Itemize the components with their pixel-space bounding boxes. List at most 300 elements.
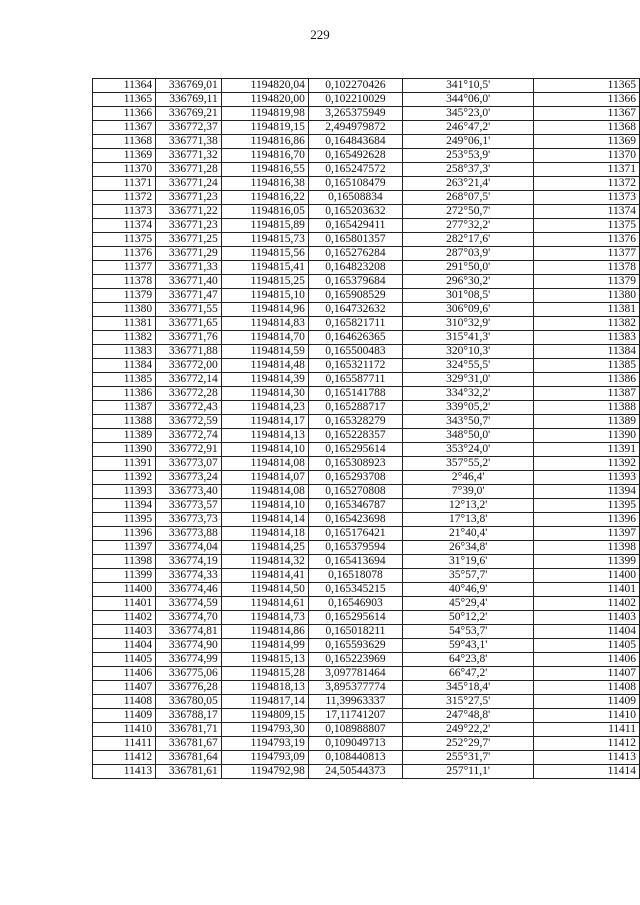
point-to-cell: 11397 xyxy=(534,527,640,541)
point-to-cell: 11404 xyxy=(534,625,640,639)
table-row xyxy=(93,163,640,177)
table-row xyxy=(93,681,640,695)
point-from-cell: 11379 xyxy=(93,289,156,303)
point-from-cell: 11399 xyxy=(93,569,156,583)
direction-angle-cell: 272°50,7' xyxy=(402,205,533,219)
table-row xyxy=(93,527,640,541)
y-coordinate-cell: 1194820,00 xyxy=(221,93,308,107)
direction-angle-cell: 17°13,8' xyxy=(402,513,533,527)
y-coordinate-cell: 1194816,55 xyxy=(221,163,308,177)
direction-angle-cell: 296°30,2' xyxy=(402,275,533,289)
y-coordinate-cell: 1194815,13 xyxy=(221,653,308,667)
point-from-cell: 11376 xyxy=(93,247,156,261)
coordinates-table xyxy=(92,78,640,779)
y-coordinate-cell: 1194815,73 xyxy=(221,233,308,247)
table-row xyxy=(93,625,640,639)
x-coordinate-cell: 336771,38 xyxy=(156,135,222,149)
x-coordinate-cell: 336772,43 xyxy=(156,401,222,415)
x-coordinate-cell: 336772,28 xyxy=(156,387,222,401)
direction-angle-cell: 301°08,5' xyxy=(402,289,533,303)
x-coordinate-cell: 336772,37 xyxy=(156,121,222,135)
point-to-cell: 11365 xyxy=(534,79,640,93)
table-row xyxy=(93,639,640,653)
direction-angle-cell: 21°40,4' xyxy=(402,527,533,541)
x-coordinate-cell: 336771,24 xyxy=(156,177,222,191)
point-to-cell: 11409 xyxy=(534,695,640,709)
direction-angle-cell: 348°50,0' xyxy=(402,429,533,443)
segment-length-cell: 11,39963337 xyxy=(308,695,402,709)
x-coordinate-cell: 336774,59 xyxy=(156,597,222,611)
segment-length-cell: 3,895377774 xyxy=(308,681,402,695)
y-coordinate-cell: 1194793,30 xyxy=(221,723,308,737)
segment-length-cell: 2,494979872 xyxy=(308,121,402,135)
y-coordinate-cell: 1194815,41 xyxy=(221,261,308,275)
segment-length-cell: 0,165228357 xyxy=(308,429,402,443)
direction-angle-cell: 291°50,0' xyxy=(402,261,533,275)
y-coordinate-cell: 1194814,59 xyxy=(221,345,308,359)
y-coordinate-cell: 1194814,25 xyxy=(221,541,308,555)
point-from-cell: 11411 xyxy=(93,737,156,751)
point-from-cell: 11412 xyxy=(93,751,156,765)
y-coordinate-cell: 1194815,56 xyxy=(221,247,308,261)
direction-angle-cell: 334°32,2' xyxy=(402,387,533,401)
y-coordinate-cell: 1194816,70 xyxy=(221,149,308,163)
segment-length-cell: 0,165500483 xyxy=(308,345,402,359)
direction-angle-cell: 35°57,7' xyxy=(402,569,533,583)
table-row xyxy=(93,471,640,485)
table-row xyxy=(93,569,640,583)
point-from-cell: 11364 xyxy=(93,79,156,93)
table-row xyxy=(93,233,640,247)
point-to-cell: 11394 xyxy=(534,485,640,499)
x-coordinate-cell: 336772,59 xyxy=(156,415,222,429)
point-from-cell: 11401 xyxy=(93,597,156,611)
direction-angle-cell: 315°41,3' xyxy=(402,331,533,345)
x-coordinate-cell: 336771,22 xyxy=(156,205,222,219)
point-to-cell: 11392 xyxy=(534,457,640,471)
y-coordinate-cell: 1194814,18 xyxy=(221,527,308,541)
segment-length-cell: 0,102270426 xyxy=(308,79,402,93)
point-to-cell: 11412 xyxy=(534,737,640,751)
y-coordinate-cell: 1194814,08 xyxy=(221,485,308,499)
direction-angle-cell: 282°17,6' xyxy=(402,233,533,247)
segment-length-cell: 0,164843684 xyxy=(308,135,402,149)
point-from-cell: 11368 xyxy=(93,135,156,149)
y-coordinate-cell: 1194815,28 xyxy=(221,667,308,681)
point-from-cell: 11405 xyxy=(93,653,156,667)
table-row xyxy=(93,275,640,289)
point-to-cell: 11400 xyxy=(534,569,640,583)
x-coordinate-cell: 336771,76 xyxy=(156,331,222,345)
point-to-cell: 11378 xyxy=(534,261,640,275)
table-row xyxy=(93,555,640,569)
table-row xyxy=(93,723,640,737)
x-coordinate-cell: 336769,11 xyxy=(156,93,222,107)
point-from-cell: 11366 xyxy=(93,107,156,121)
point-from-cell: 11413 xyxy=(93,765,156,779)
x-coordinate-cell: 336774,46 xyxy=(156,583,222,597)
point-from-cell: 11410 xyxy=(93,723,156,737)
x-coordinate-cell: 336773,40 xyxy=(156,485,222,499)
x-coordinate-cell: 336773,57 xyxy=(156,499,222,513)
point-to-cell: 11387 xyxy=(534,387,640,401)
y-coordinate-cell: 1194814,23 xyxy=(221,401,308,415)
y-coordinate-cell: 1194814,70 xyxy=(221,331,308,345)
y-coordinate-cell: 1194815,10 xyxy=(221,289,308,303)
direction-angle-cell: 255°31,7' xyxy=(402,751,533,765)
direction-angle-cell: 353°24,0' xyxy=(402,443,533,457)
table-row xyxy=(93,289,640,303)
segment-length-cell: 0,16508834 xyxy=(308,191,402,205)
segment-length-cell: 17,11741207 xyxy=(308,709,402,723)
x-coordinate-cell: 336776,28 xyxy=(156,681,222,695)
table-row xyxy=(93,751,640,765)
direction-angle-cell: 310°32,9' xyxy=(402,317,533,331)
direction-angle-cell: 357°55,2' xyxy=(402,457,533,471)
y-coordinate-cell: 1194814,07 xyxy=(221,471,308,485)
table-row xyxy=(93,135,640,149)
point-to-cell: 11374 xyxy=(534,205,640,219)
segment-length-cell: 0,165295614 xyxy=(308,443,402,457)
table-row xyxy=(93,457,640,471)
point-from-cell: 11404 xyxy=(93,639,156,653)
point-from-cell: 11398 xyxy=(93,555,156,569)
y-coordinate-cell: 1194815,25 xyxy=(221,275,308,289)
point-to-cell: 11366 xyxy=(534,93,640,107)
x-coordinate-cell: 336774,81 xyxy=(156,625,222,639)
point-to-cell: 11367 xyxy=(534,107,640,121)
point-from-cell: 11371 xyxy=(93,177,156,191)
point-to-cell: 11406 xyxy=(534,653,640,667)
table-row xyxy=(93,513,640,527)
segment-length-cell: 0,165429411 xyxy=(308,219,402,233)
point-to-cell: 11390 xyxy=(534,429,640,443)
table-row xyxy=(93,359,640,373)
direction-angle-cell: 31°19,6' xyxy=(402,555,533,569)
segment-length-cell: 0,16518078 xyxy=(308,569,402,583)
segment-length-cell: 0,164823208 xyxy=(308,261,402,275)
segment-length-cell: 0,165587711 xyxy=(308,373,402,387)
x-coordinate-cell: 336771,47 xyxy=(156,289,222,303)
x-coordinate-cell: 336771,65 xyxy=(156,317,222,331)
point-from-cell: 11367 xyxy=(93,121,156,135)
x-coordinate-cell: 336774,90 xyxy=(156,639,222,653)
table-row xyxy=(93,583,640,597)
point-to-cell: 11379 xyxy=(534,275,640,289)
point-from-cell: 11389 xyxy=(93,429,156,443)
direction-angle-cell: 50°12,2' xyxy=(402,611,533,625)
segment-length-cell: 0,165223969 xyxy=(308,653,402,667)
point-from-cell: 11370 xyxy=(93,163,156,177)
x-coordinate-cell: 336771,23 xyxy=(156,191,222,205)
segment-length-cell: 0,165203632 xyxy=(308,205,402,219)
direction-angle-cell: 345°18,4' xyxy=(402,681,533,695)
y-coordinate-cell: 1194818,13 xyxy=(221,681,308,695)
x-coordinate-cell: 336773,88 xyxy=(156,527,222,541)
table-row xyxy=(93,387,640,401)
direction-angle-cell: 268°07,5' xyxy=(402,191,533,205)
y-coordinate-cell: 1194814,50 xyxy=(221,583,308,597)
point-from-cell: 11374 xyxy=(93,219,156,233)
direction-angle-cell: 341°10,5' xyxy=(402,79,533,93)
point-from-cell: 11386 xyxy=(93,387,156,401)
segment-length-cell: 0,165141788 xyxy=(308,387,402,401)
point-to-cell: 11385 xyxy=(534,359,640,373)
y-coordinate-cell: 1194814,14 xyxy=(221,513,308,527)
direction-angle-cell: 64°23,8' xyxy=(402,653,533,667)
table-row xyxy=(93,93,640,107)
coordinates-table-body xyxy=(93,79,640,779)
direction-angle-cell: 249°22,2' xyxy=(402,723,533,737)
y-coordinate-cell: 1194814,61 xyxy=(221,597,308,611)
segment-length-cell: 0,165379684 xyxy=(308,275,402,289)
segment-length-cell: 0,165801357 xyxy=(308,233,402,247)
y-coordinate-cell: 1194814,86 xyxy=(221,625,308,639)
x-coordinate-cell: 336774,19 xyxy=(156,555,222,569)
x-coordinate-cell: 336771,23 xyxy=(156,219,222,233)
table-row xyxy=(93,303,640,317)
table-row xyxy=(93,79,640,93)
point-from-cell: 11409 xyxy=(93,709,156,723)
point-to-cell: 11383 xyxy=(534,331,640,345)
table-row xyxy=(93,709,640,723)
table-row xyxy=(93,261,640,275)
point-from-cell: 11369 xyxy=(93,149,156,163)
x-coordinate-cell: 336773,24 xyxy=(156,471,222,485)
x-coordinate-cell: 336774,04 xyxy=(156,541,222,555)
y-coordinate-cell: 1194814,99 xyxy=(221,639,308,653)
table-row xyxy=(93,401,640,415)
table-row xyxy=(93,121,640,135)
direction-angle-cell: 329°31,0' xyxy=(402,373,533,387)
segment-length-cell: 0,165108479 xyxy=(308,177,402,191)
x-coordinate-cell: 336774,70 xyxy=(156,611,222,625)
segment-length-cell: 0,108988807 xyxy=(308,723,402,737)
y-coordinate-cell: 1194814,30 xyxy=(221,387,308,401)
point-from-cell: 11387 xyxy=(93,401,156,415)
direction-angle-cell: 257°11,1' xyxy=(402,765,533,779)
point-to-cell: 11375 xyxy=(534,219,640,233)
y-coordinate-cell: 1194814,41 xyxy=(221,569,308,583)
segment-length-cell: 0,165593629 xyxy=(308,639,402,653)
table-row xyxy=(93,331,640,345)
segment-length-cell: 0,165413694 xyxy=(308,555,402,569)
table-row xyxy=(93,667,640,681)
point-from-cell: 11403 xyxy=(93,625,156,639)
point-from-cell: 11396 xyxy=(93,527,156,541)
x-coordinate-cell: 336773,07 xyxy=(156,457,222,471)
table-row xyxy=(93,177,640,191)
table-row xyxy=(93,443,640,457)
segment-length-cell: 0,165308923 xyxy=(308,457,402,471)
x-coordinate-cell: 336771,29 xyxy=(156,247,222,261)
segment-length-cell: 0,102210029 xyxy=(308,93,402,107)
direction-angle-cell: 320°10,3' xyxy=(402,345,533,359)
point-to-cell: 11389 xyxy=(534,415,640,429)
point-from-cell: 11384 xyxy=(93,359,156,373)
y-coordinate-cell: 1194816,86 xyxy=(221,135,308,149)
direction-angle-cell: 54°53,7' xyxy=(402,625,533,639)
direction-angle-cell: 253°53,9' xyxy=(402,149,533,163)
point-from-cell: 11392 xyxy=(93,471,156,485)
y-coordinate-cell: 1194814,10 xyxy=(221,443,308,457)
segment-length-cell: 0,165270808 xyxy=(308,485,402,499)
direction-angle-cell: 324°55,5' xyxy=(402,359,533,373)
point-from-cell: 11395 xyxy=(93,513,156,527)
segment-length-cell: 3,097781464 xyxy=(308,667,402,681)
table-row xyxy=(93,499,640,513)
segment-length-cell: 0,165328279 xyxy=(308,415,402,429)
point-from-cell: 11383 xyxy=(93,345,156,359)
segment-length-cell: 24,50544373 xyxy=(308,765,402,779)
table-row xyxy=(93,765,640,779)
table-row xyxy=(93,345,640,359)
segment-length-cell: 3,265375949 xyxy=(308,107,402,121)
point-to-cell: 11388 xyxy=(534,401,640,415)
y-coordinate-cell: 1194820,04 xyxy=(221,79,308,93)
y-coordinate-cell: 1194819,98 xyxy=(221,107,308,121)
table-row xyxy=(93,205,640,219)
segment-length-cell: 0,165321172 xyxy=(308,359,402,373)
y-coordinate-cell: 1194816,05 xyxy=(221,205,308,219)
direction-angle-cell: 40°46,9' xyxy=(402,583,533,597)
x-coordinate-cell: 336774,33 xyxy=(156,569,222,583)
point-from-cell: 11407 xyxy=(93,681,156,695)
x-coordinate-cell: 336772,91 xyxy=(156,443,222,457)
point-from-cell: 11372 xyxy=(93,191,156,205)
point-to-cell: 11407 xyxy=(534,667,640,681)
point-to-cell: 11391 xyxy=(534,443,640,457)
point-to-cell: 11414 xyxy=(534,765,640,779)
direction-angle-cell: 339°05,2' xyxy=(402,401,533,415)
point-to-cell: 11403 xyxy=(534,611,640,625)
x-coordinate-cell: 336771,33 xyxy=(156,261,222,275)
direction-angle-cell: 252°29,7' xyxy=(402,737,533,751)
table-row xyxy=(93,373,640,387)
y-coordinate-cell: 1194814,32 xyxy=(221,555,308,569)
point-from-cell: 11408 xyxy=(93,695,156,709)
point-from-cell: 11394 xyxy=(93,499,156,513)
direction-angle-cell: 277°32,2' xyxy=(402,219,533,233)
y-coordinate-cell: 1194814,10 xyxy=(221,499,308,513)
direction-angle-cell: 12°13,2' xyxy=(402,499,533,513)
segment-length-cell: 0,165821711 xyxy=(308,317,402,331)
y-coordinate-cell: 1194814,48 xyxy=(221,359,308,373)
segment-length-cell: 0,165018211 xyxy=(308,625,402,639)
point-from-cell: 11393 xyxy=(93,485,156,499)
direction-angle-cell: 45°29,4' xyxy=(402,597,533,611)
table-row xyxy=(93,429,640,443)
y-coordinate-cell: 1194816,22 xyxy=(221,191,308,205)
table-row xyxy=(93,107,640,121)
point-to-cell: 11395 xyxy=(534,499,640,513)
point-to-cell: 11369 xyxy=(534,135,640,149)
point-to-cell: 11401 xyxy=(534,583,640,597)
y-coordinate-cell: 1194814,17 xyxy=(221,415,308,429)
x-coordinate-cell: 336781,61 xyxy=(156,765,222,779)
y-coordinate-cell: 1194814,08 xyxy=(221,457,308,471)
point-to-cell: 11381 xyxy=(534,303,640,317)
point-to-cell: 11372 xyxy=(534,177,640,191)
segment-length-cell: 0,165176421 xyxy=(308,527,402,541)
x-coordinate-cell: 336771,40 xyxy=(156,275,222,289)
point-to-cell: 11413 xyxy=(534,751,640,765)
table-row xyxy=(93,695,640,709)
point-to-cell: 11402 xyxy=(534,597,640,611)
point-to-cell: 11382 xyxy=(534,317,640,331)
point-from-cell: 11402 xyxy=(93,611,156,625)
x-coordinate-cell: 336772,14 xyxy=(156,373,222,387)
y-coordinate-cell: 1194793,09 xyxy=(221,751,308,765)
table-row xyxy=(93,317,640,331)
x-coordinate-cell: 336773,73 xyxy=(156,513,222,527)
direction-angle-cell: 306°09,6' xyxy=(402,303,533,317)
table-row xyxy=(93,149,640,163)
segment-length-cell: 0,16546903 xyxy=(308,597,402,611)
point-from-cell: 11388 xyxy=(93,415,156,429)
direction-angle-cell: 247°48,8' xyxy=(402,709,533,723)
point-from-cell: 11400 xyxy=(93,583,156,597)
segment-length-cell: 0,164732632 xyxy=(308,303,402,317)
x-coordinate-cell: 336781,71 xyxy=(156,723,222,737)
x-coordinate-cell: 336780,05 xyxy=(156,695,222,709)
point-to-cell: 11386 xyxy=(534,373,640,387)
point-from-cell: 11381 xyxy=(93,317,156,331)
point-from-cell: 11378 xyxy=(93,275,156,289)
table-row xyxy=(93,219,640,233)
point-from-cell: 11406 xyxy=(93,667,156,681)
direction-angle-cell: 258°37,3' xyxy=(402,163,533,177)
point-to-cell: 11398 xyxy=(534,541,640,555)
x-coordinate-cell: 336775,06 xyxy=(156,667,222,681)
direction-angle-cell: 7°39,0' xyxy=(402,485,533,499)
point-from-cell: 11397 xyxy=(93,541,156,555)
point-from-cell: 11365 xyxy=(93,93,156,107)
direction-angle-cell: 344°06,0' xyxy=(402,93,533,107)
direction-angle-cell: 345°23,0' xyxy=(402,107,533,121)
point-to-cell: 11371 xyxy=(534,163,640,177)
point-to-cell: 11393 xyxy=(534,471,640,485)
segment-length-cell: 0,109049713 xyxy=(308,737,402,751)
y-coordinate-cell: 1194816,38 xyxy=(221,177,308,191)
segment-length-cell: 0,165908529 xyxy=(308,289,402,303)
x-coordinate-cell: 336781,64 xyxy=(156,751,222,765)
point-from-cell: 11385 xyxy=(93,373,156,387)
segment-length-cell: 0,164626365 xyxy=(308,331,402,345)
point-to-cell: 11405 xyxy=(534,639,640,653)
y-coordinate-cell: 1194814,96 xyxy=(221,303,308,317)
segment-length-cell: 0,165293708 xyxy=(308,471,402,485)
segment-length-cell: 0,165345215 xyxy=(308,583,402,597)
table-row xyxy=(93,247,640,261)
segment-length-cell: 0,165379594 xyxy=(308,541,402,555)
point-to-cell: 11380 xyxy=(534,289,640,303)
point-to-cell: 11377 xyxy=(534,247,640,261)
point-from-cell: 11380 xyxy=(93,303,156,317)
direction-angle-cell: 26°34,8' xyxy=(402,541,533,555)
segment-length-cell: 0,165492628 xyxy=(308,149,402,163)
point-to-cell: 11373 xyxy=(534,191,640,205)
point-to-cell: 11384 xyxy=(534,345,640,359)
segment-length-cell: 0,165295614 xyxy=(308,611,402,625)
point-to-cell: 11396 xyxy=(534,513,640,527)
x-coordinate-cell: 336788,17 xyxy=(156,709,222,723)
page-number: 229 xyxy=(310,27,330,42)
x-coordinate-cell: 336771,88 xyxy=(156,345,222,359)
x-coordinate-cell: 336772,74 xyxy=(156,429,222,443)
table-row xyxy=(93,611,640,625)
segment-length-cell: 0,165423698 xyxy=(308,513,402,527)
